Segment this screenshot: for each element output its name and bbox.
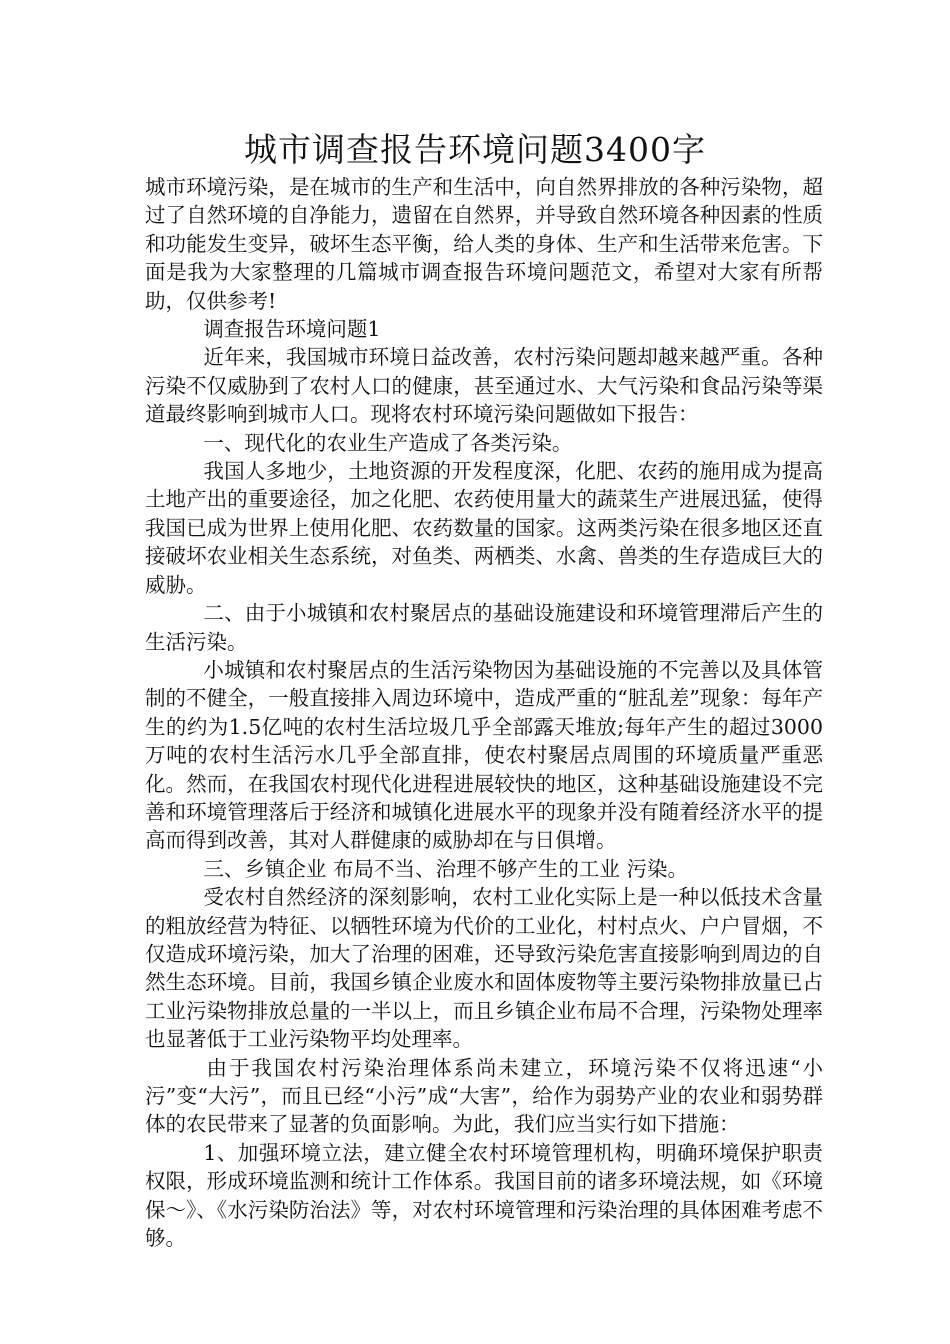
measure-paragraph-1: 1、加强环境立法，建立健全农村环境管理机构，明确环境保护职责权限，形成环境监测和统计工作体系。我国目前的诸多环境法规，如《环境保～》、《水污染防治法》等，对农村环境管理和污染治理的具体困难考虑不够。 [145,1140,823,1251]
intro-paragraph: 城市环境污染，是在城市的生产和生活中，向自然界排放的各种污染物，超过了自然环境的自净能力，遗留在自然界，并导致自然环境各种因素的性质和功能发生变异，破坏生态平衡，给人类的身体、生产和生活带来危害。下面是我为大家整理的几篇城市调查报告环境问题范文，希望对大家有所帮助，仅供参考! [145,175,823,313]
body-paragraph: 小城镇和农村聚居点的生活污染物因为基础设施的不完善以及具体管制的不健全，一般直接排入周边环境中，造成严重的“脏乱差”现象：每年产生的约为1.5亿吨的农村生活垃圾几乎全部露天堆放;每年产生的超过3000万吨的农村生活污水几乎全部直排，使农村聚居点周围的环境质量严重恶化。然而，在我国农村现代化进程进展较快的地区，这种基础设施建设不完善和环境管理落后于经济和城镇化进展水平的现象并没有随着经济水平的提高而得到改善，其对人群健康的威胁却在与日俱增。 [145,657,823,853]
point-heading-1: 一、现代化的农业生产造成了各类污染。 [203,430,573,455]
body-paragraph: 我国人多地少，土地资源的开发程度深，化肥、农药的施用成为提高土地产出的重要途径，加之化肥、农药使用量大的蔬菜生产进展迅猛，使得我国已成为世界上使用化肥、农药数量的国家。这两类污染在很多地区还直接破坏农业相关生态系统，对鱼类、两栖类、水禽、兽类的生存造成巨大的威胁。 [145,459,823,597]
body-paragraph: 受农村自然经济的深刻影响，农村工业化实际上是一种以低技术含量的粗放经营为特征、以牺牲环境为代价的工业化，村村点火、户户冒烟，不仅造成环境污染，加大了治理的困难，还导致污染危害直接影响到周边的自然生态环境。目前，我国乡镇企业废水和固体废物等主要污染物排放量已占工业污染物排放总量的一半以上，而且乡镇企业布局不合理，污染物处理率也显著低于工业污染物平均处理率。 [145,885,823,1052]
document-body [145,173,823,1252]
document-title: 城市调查报告环境问题3400字 [244,130,706,169]
point-heading-2: 二、由于小城镇和农村聚居点的基础设施建设和环境管理滞后产生的生活污染。 [145,601,823,654]
body-paragraph: 近年来，我国城市环境日益改善，农村污染问题却越来越严重。各种污染不仅威胁到了农村人口的健康，甚至通过水、大气污染和食品污染等渠道最终影响到城市人口。现将农村环境污染问题做如下报告： [145,345,823,427]
section-heading-report-1: 调查报告环境问题1 [203,317,381,342]
body-paragraph: 由于我国农村污染治理体系尚未建立，环境污染不仅将迅速“小污”变“大污”，而且已经“小污”成“大害”，给作为弱势产业的农业和弱势群体的农民带来了显著的负面影响。为此，我们应当实行如下措施： [145,1055,823,1137]
point-heading-3: 三、乡镇企业 布局不当、治理不够产生的工业 污染。 [203,856,688,881]
